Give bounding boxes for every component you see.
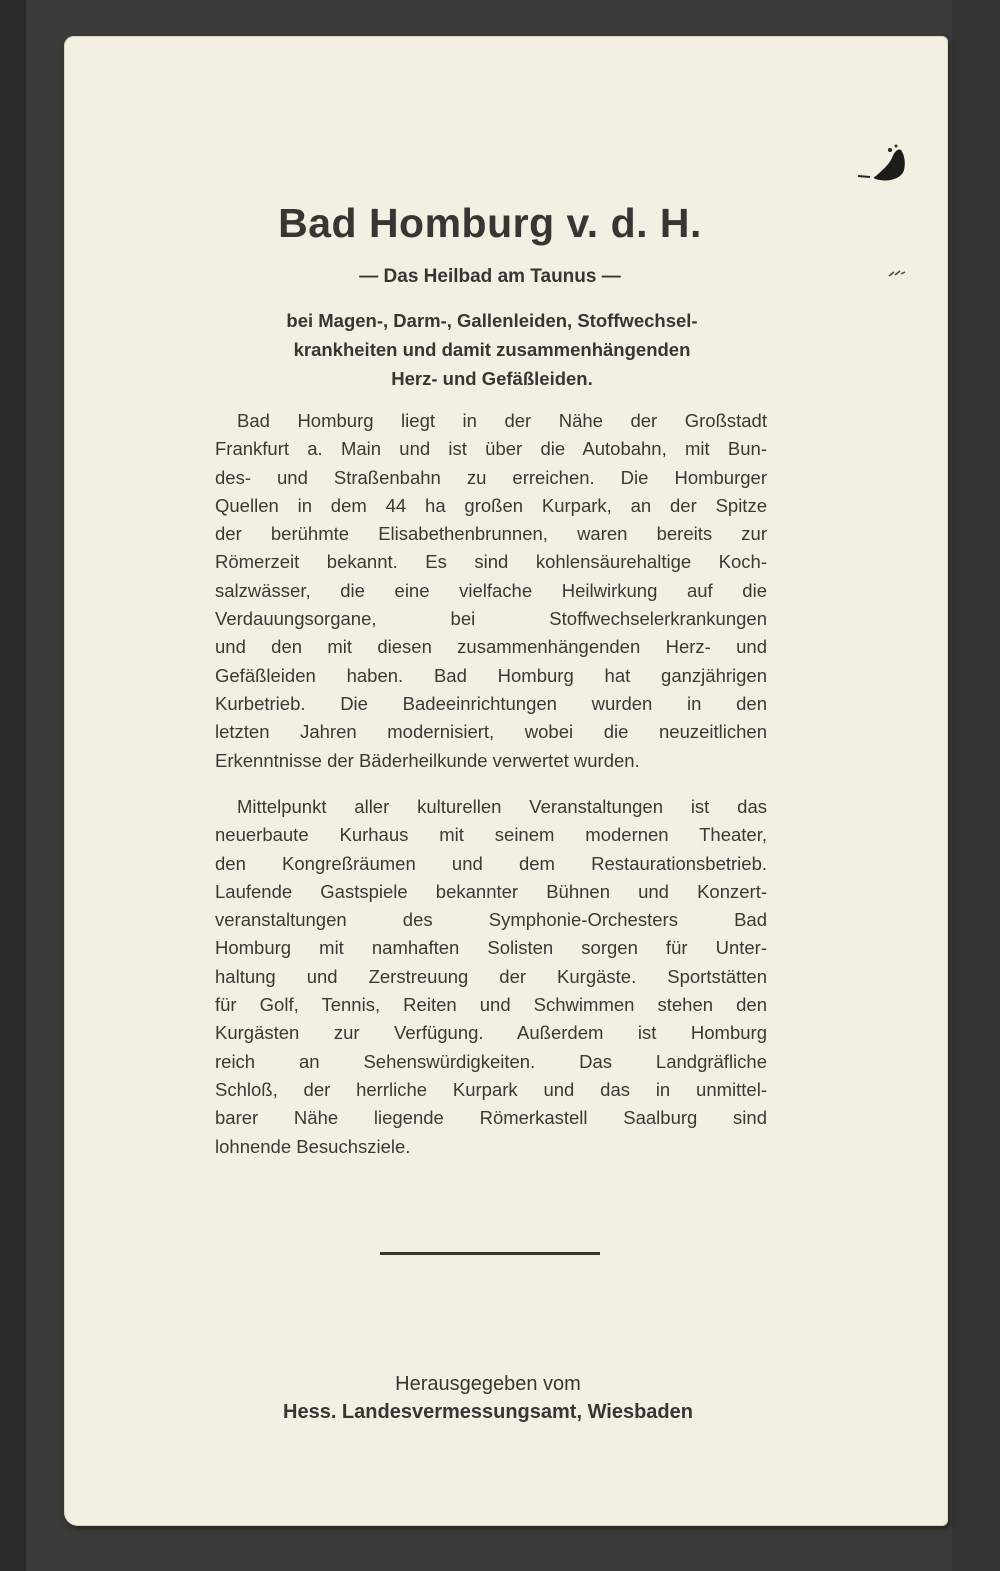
- text-line: des- und Straßenbahn zu erreichen. Die Homburger: [215, 466, 767, 488]
- text-line: haltung und Zerstreuung der Kurgäste. Sportstätten: [215, 965, 767, 987]
- publisher-name: Hess. Landesvermessungsamt, Wiesbaden: [283, 1401, 693, 1423]
- text-line: Erkenntnisse der Bäderheilkunde verwertet wurden.: [215, 749, 640, 771]
- text-line: Bad Homburg liegt in der Nähe der Großstadt: [237, 410, 767, 431]
- text-line: salzwässer, die eine vielfache Heilwirkung auf die: [215, 579, 767, 601]
- text-line: Frankfurt a. Main und ist über die Autobahn, mit Bun-: [215, 438, 767, 460]
- text-line: barer Nähe liegende Römerkastell Saalburg sind: [215, 1107, 767, 1129]
- text-line: Mittelpunkt aller kulturellen Veranstaltungen ist das: [237, 796, 767, 817]
- text-line: Kurbetrieb. Die Badeeinrichtungen wurden in den: [215, 692, 767, 714]
- text-line: Laufende Gastspiele bekannter Bühnen und Konzert-: [215, 880, 767, 902]
- text-line: und den mit diesen zusammenhängenden Herz- und: [215, 636, 767, 658]
- text-line: Kurgästen zur Verfügung. Außerdem ist Homburg: [215, 1022, 767, 1044]
- indications-line: Herz- und Gefäßleiden.: [391, 368, 593, 389]
- text-line: veranstaltungen des Symphonie-Orchesters Bad: [215, 909, 767, 931]
- ink-stain-icon: [854, 140, 910, 184]
- text-line: den Kongreßräumen und dem Restaurationsbetrieb.: [215, 852, 767, 874]
- indications-block: [230, 306, 754, 393]
- text-line: für Golf, Tennis, Reiten und Schwimmen stehen den: [215, 994, 767, 1016]
- page-title: Bad Homburg v. d. H.: [278, 200, 702, 246]
- text-line: lohnende Besuchsziele.: [215, 1135, 411, 1157]
- booklet-back-cover: [64, 36, 948, 1526]
- indications-line: bei Magen-, Darm-, Gallenleiden, Stoffwechsel-: [286, 310, 698, 331]
- publisher-label: Herausgegeben vom: [395, 1373, 581, 1395]
- paragraph-spa-description: [215, 407, 767, 775]
- text-line: Verdauungsorgane, bei Stoffwechselerkrankungen: [215, 608, 767, 630]
- text-line: der berühmte Elisabethenbrunnen, waren bereits zur: [215, 523, 767, 545]
- text-line: Gefäßleiden haben. Bad Homburg hat ganzjährigen: [215, 664, 767, 686]
- text-line: letzten Jahren modernisiert, wobei die neuzeitlichen: [215, 721, 767, 743]
- text-line: Homburg mit namhaften Solisten sorgen für Unter-: [215, 937, 767, 959]
- text-line: Römerzeit bekannt. Es sind kohlensäurehaltige Koch-: [215, 551, 767, 573]
- text-line: neuerbaute Kurhaus mit seinem modernen Theater,: [215, 824, 767, 846]
- text-line: reich an Sehenswürdigkeiten. Das Landgräfliche: [215, 1050, 767, 1072]
- divider-rule: [380, 1252, 600, 1255]
- page-subtitle: — Das Heilbad am Taunus —: [359, 266, 621, 287]
- indications-line: krankheiten und damit zusammenhängenden: [293, 339, 691, 360]
- text-line: Quellen in dem 44 ha großen Kurpark, an der Spitze: [215, 494, 767, 516]
- text-line: Schloß, der herrliche Kurpark und das in unmittel-: [215, 1078, 767, 1100]
- paragraph-cultural-events: [215, 793, 767, 1161]
